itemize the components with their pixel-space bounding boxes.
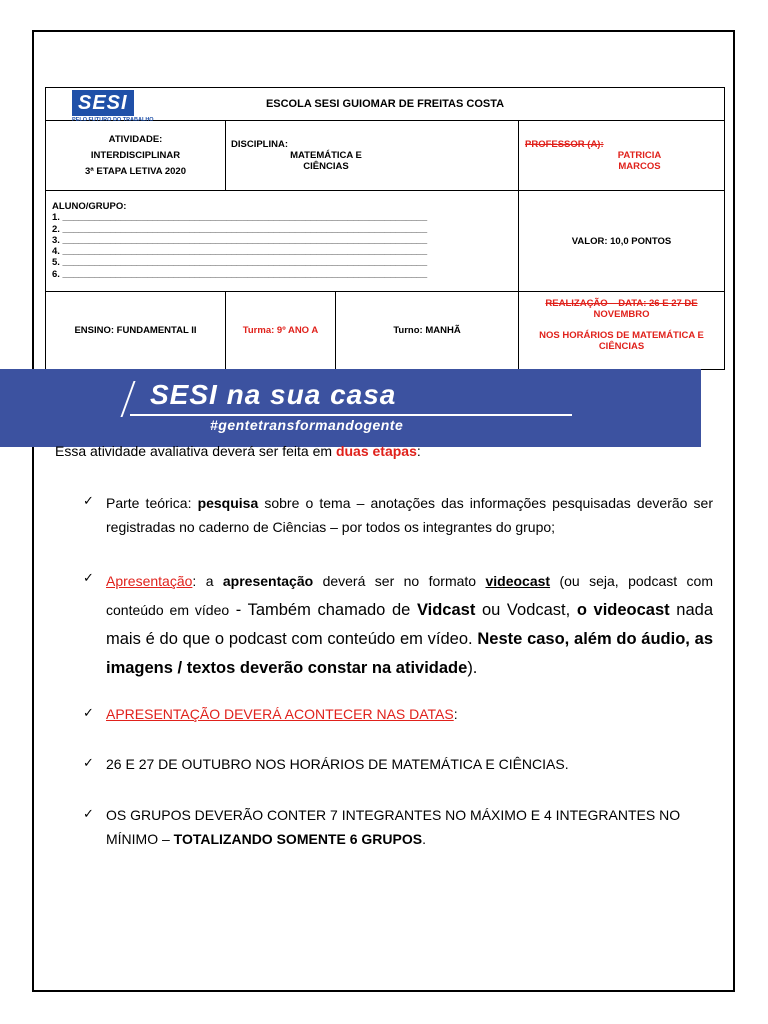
check-icon: ✓ bbox=[83, 493, 94, 508]
sesi-logo-text: SESI bbox=[72, 90, 134, 116]
discipline-cell bbox=[226, 121, 519, 191]
list-item: APRESENTAÇÃO DEVERÁ ACONTECER NAS DATAS: bbox=[106, 706, 458, 722]
list-item: OS GRUPOS DEVERÃO CONTER 7 INTEGRANTES NO MÁXIMO E 4 INTEGRANTES NO MÍNIMO – TOTALIZANDO SOMENTE 6 GRUPOS. bbox=[106, 807, 681, 847]
check-icon: ✓ bbox=[83, 806, 94, 821]
school-name: ESCOLA SESI GUIOMAR DE FREITAS COSTA bbox=[265, 98, 505, 110]
sesi-logo bbox=[72, 90, 154, 123]
turno-cell: Turno: MANHÃ bbox=[336, 292, 519, 370]
student-line[interactable]: 3. _____________________________________________________________________ bbox=[52, 234, 428, 246]
ensino-cell: ENSINO: FUNDAMENTAL II bbox=[46, 292, 226, 370]
discipline-label: DISCIPLINA: bbox=[231, 139, 288, 150]
professor-name1: PATRICIA bbox=[617, 150, 662, 161]
activity-type: INTERDISCIPLINAR bbox=[90, 149, 181, 161]
school-header-cell bbox=[46, 88, 725, 121]
check-icon: ✓ bbox=[83, 570, 94, 585]
value-cell: VALOR: 10,0 PONTOS bbox=[519, 191, 725, 292]
activity-label: ATIVIDADE: bbox=[108, 133, 163, 145]
list-item: Apresentação: a apresentação deverá ser no formato videocast (ou seja, podcast com conteúdo em vídeo - Também chamado de Vidcast ou Vodcast, o videocast nada mais é do que o podcast com conteúdo em vídeo. Neste caso, além do áudio, as imagens / textos deverão constar na atividade). bbox=[106, 573, 713, 677]
professor-cell bbox=[519, 121, 725, 191]
banner-slash-icon bbox=[120, 381, 135, 417]
student-line[interactable]: 4. _____________________________________________________________________ bbox=[52, 246, 428, 258]
list-item: 26 E 27 DE OUTUBRO NOS HORÁRIOS DE MATEMÁTICA E CIÊNCIAS. bbox=[106, 756, 569, 772]
realizacao-cell bbox=[519, 292, 725, 370]
sesi-na-sua-casa-banner bbox=[0, 369, 701, 447]
sesi-logo-subtitle: PELO FUTURO DO TRABALHO bbox=[72, 117, 154, 123]
activity-stage: 3ª ETAPA LETIVA 2020 bbox=[84, 165, 186, 177]
realizacao-line3: NOS HORÁRIOS DE MATEMÁTICA E bbox=[539, 330, 704, 341]
student-line[interactable]: 2. _____________________________________________________________________ bbox=[52, 223, 428, 235]
banner-underline bbox=[130, 414, 572, 416]
student-line[interactable]: 1. _____________________________________________________________________ bbox=[52, 212, 428, 224]
activity-cell bbox=[46, 121, 226, 191]
intro-text: Essa atividade avaliativa deverá ser feita em duas etapas: bbox=[55, 443, 421, 459]
student-line[interactable]: 6. _____________________________________________________________________ bbox=[52, 268, 428, 280]
professor-name2: MARCOS bbox=[618, 161, 661, 172]
discipline-line1: MATEMÁTICA E bbox=[290, 150, 362, 161]
realizacao-line4: CIÊNCIAS bbox=[598, 341, 645, 352]
banner-title: SESI na sua casa bbox=[150, 379, 397, 410]
realizacao-line2: NOVEMBRO bbox=[593, 309, 650, 320]
header-table bbox=[45, 87, 725, 370]
check-icon: ✓ bbox=[83, 755, 94, 770]
student-cell bbox=[46, 191, 519, 292]
check-icon: ✓ bbox=[83, 705, 94, 720]
list-item: Parte teórica: pesquisa sobre o tema – anotações das informações pesquisadas deverão ser registradas no caderno de Ciências – por todos os integrantes do grupo; bbox=[106, 495, 713, 535]
discipline-line2: CIÊNCIAS bbox=[303, 161, 349, 172]
professor-label: PROFESSOR (A): bbox=[525, 139, 604, 150]
intro-highlight: duas etapas bbox=[335, 443, 417, 459]
apresentacao-datas: APRESENTAÇÃO DEVERÁ ACONTECER NAS DATAS bbox=[106, 706, 454, 722]
student-label: ALUNO/GRUPO: bbox=[52, 201, 127, 212]
banner-hashtag: #gentetransformandogente bbox=[210, 417, 404, 433]
apresentacao-link: Apresentação bbox=[106, 573, 193, 589]
student-line[interactable]: 5. _____________________________________________________________________ bbox=[52, 257, 428, 269]
turma-cell: Turma: 9º ANO A bbox=[226, 292, 336, 370]
realizacao-line1: REALIZAÇÃO – DATA: 26 E 27 DE bbox=[545, 298, 698, 309]
